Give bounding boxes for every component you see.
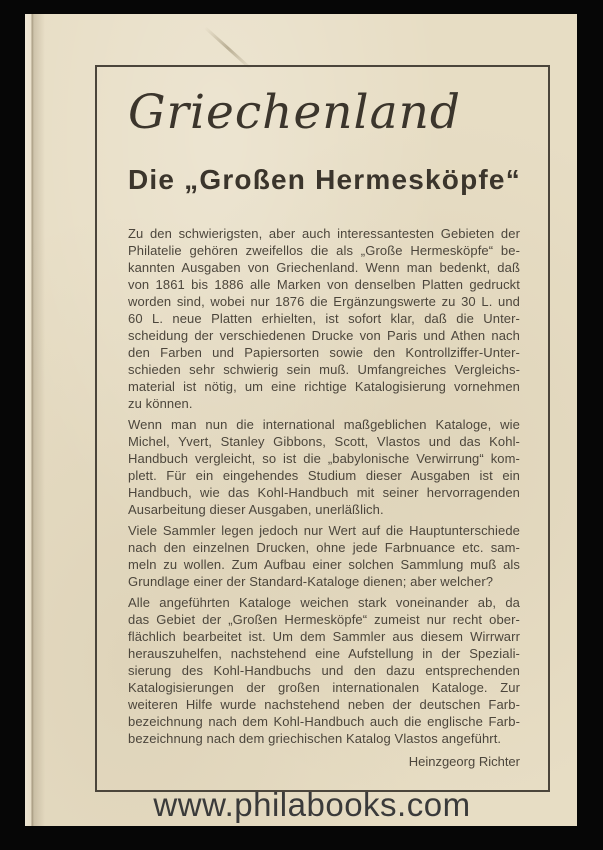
text-line: sierung des Kohl-Handbuchs und den dazu entsprechenden <box>128 663 520 678</box>
text-line: bezeichnung nach dem Kohl-Handbuch auch die englische Farb- <box>128 714 520 729</box>
text-line: Zu den schwierigsten, aber auch interessantesten Gebieten der <box>128 226 520 241</box>
text-line: von 1861 bis 1886 alle Marken von denselben Platten gedruckt <box>128 277 520 292</box>
text-line: flächlich bearbeitet ist. Um dem Sammler aus diesem Wirrwarr <box>128 629 520 644</box>
text-line: Grundlage einer der Standard-Kataloge dienen; aber welcher? <box>128 574 494 589</box>
text-line: nach den einzelnen Drucken, ohne jede Farbnuance etc. sam- <box>128 540 520 555</box>
text-line: den Farben und Papiersorten sowie den Kontrollziffer-Unter- <box>128 345 520 360</box>
paragraph <box>128 594 520 747</box>
text-line: Ausarbeitung dieser Ausgaben, unerläßlich. <box>128 502 384 517</box>
text-line: 60 L. neue Platten erhielten, ist sofort klar, daß die Unter- <box>128 311 520 326</box>
page-subtitle: Die „Großen Hermesköpfe“ <box>128 164 521 195</box>
text-line: material ist nötig, um eine richtige Katalogisierung vornehmen <box>128 379 520 394</box>
text-line: kannten Ausgaben von Griechenland. Wenn man bedenkt, daß <box>128 260 520 275</box>
text-line: bezeichnung nach dem griechischen Katalog Vlastos angeführt. <box>128 731 502 746</box>
content-frame <box>95 65 550 792</box>
page-title: Griechenland <box>128 85 461 140</box>
text-line: Wenn man nun die international maßgeblichen Kataloge, wie <box>128 417 520 432</box>
paragraph <box>128 416 520 518</box>
text-line: herauszuhelfen, nachstehend eine Aufstellung in der Speziali- <box>128 646 520 661</box>
text-line: Handbuch, wie das Kohl-Handbuch mit seiner hervorragenden <box>128 485 520 500</box>
text-line: das Gebiet der „Großen Hermesköpfe“ zumeist nur recht ober- <box>128 612 520 627</box>
text-line: meln zu wollen. Zum Aufbau einer solchen Sammlung muß als <box>128 557 520 572</box>
scan-crease <box>204 26 252 70</box>
author-name: Heinzgeorg Richter <box>408 754 520 769</box>
book-page <box>25 14 577 826</box>
text-line: Philatelie gehören zweifellos die als „Große Hermesköpfe“ be- <box>128 243 520 258</box>
paragraph <box>128 522 520 590</box>
text-line: plett. Für ein eingehendes Studium dieser Ausgaben ist ein <box>128 468 520 483</box>
text-line: zu können. <box>128 396 193 411</box>
text-line: Katalogisierungen der großen internationalen Kataloge. Zur <box>128 680 520 695</box>
text-line: Viele Sammler legen jedoch nur Wert auf die Hauptunterschiede <box>128 523 520 538</box>
text-line: schieden sehr schwierig sein muß. Umfangreiches Vergleichs- <box>128 362 520 377</box>
text-line: worden sind, wobei nur 1876 die Ergänzungswerte zu 30 L. und <box>128 294 520 309</box>
text-line: weiteren Hilfe wurde nachstehend neben der deutschen Farb- <box>128 697 520 712</box>
text-line: Alle angeführten Kataloge weichen stark voneinander ab, da <box>128 595 520 610</box>
text-line: Michel, Yvert, Stanley Gibbons, Scott, Vlastos und das Kohl- <box>128 434 520 449</box>
text-line: Handbuch vergleicht, so ist die „babylonische Verwirrung“ kom- <box>128 451 520 466</box>
paragraph <box>128 225 520 412</box>
page-edge-shadow <box>25 14 45 826</box>
text-line: scheidung der verschiedenen Drucke von Paris und Athen nach <box>128 328 520 343</box>
article-body <box>128 225 520 747</box>
watermark-url: www.philabooks.com <box>153 786 471 823</box>
